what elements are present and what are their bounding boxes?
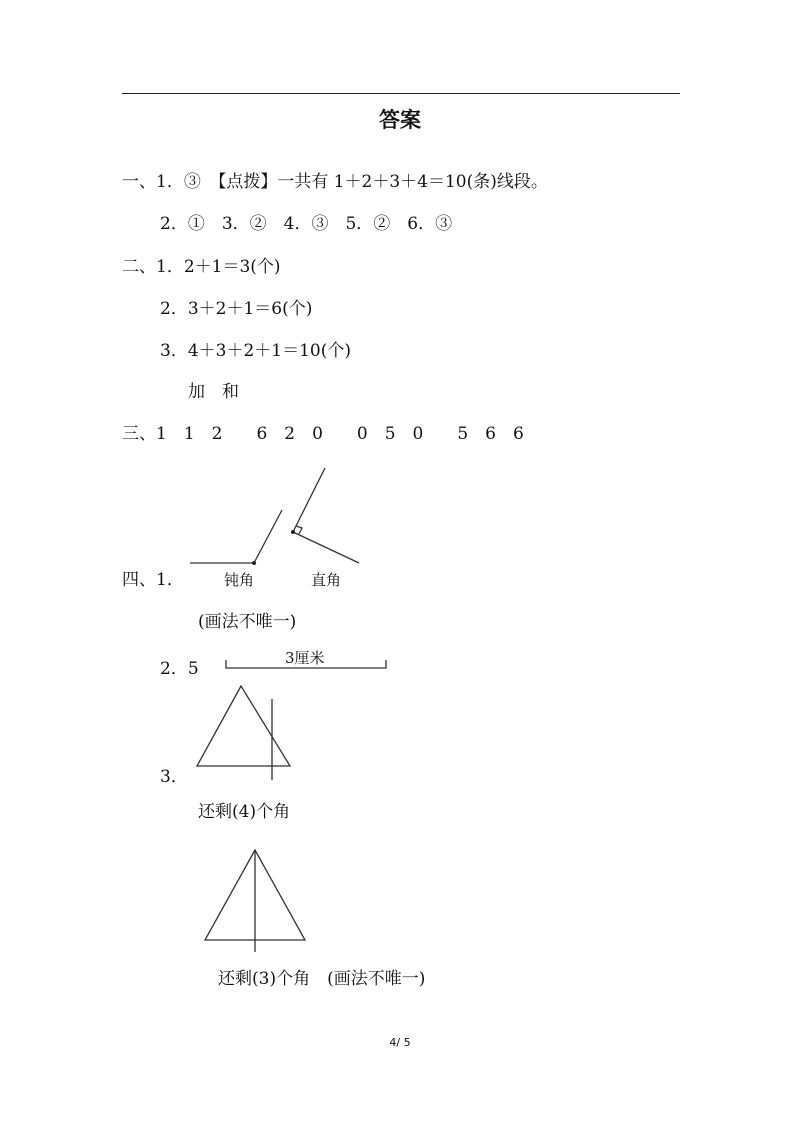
- section2-q3: 3．4＋3＋2＋1＝10(个): [160, 341, 351, 361]
- section4-q3-caption1: 还剩(4)个角: [198, 802, 291, 822]
- ruler-label: 3厘米: [285, 649, 325, 667]
- section1-q2-6: 2．① 3．② 4．③ 5．② 6．③: [160, 214, 453, 234]
- section3-line: 三、1 1 2 6 2 0 0 5 0 5 6 6: [122, 424, 524, 444]
- section2-note: 加 和: [188, 382, 239, 402]
- section4-q1-note: (画法不唯一): [198, 612, 297, 632]
- obtuse-angle-label: 钝角: [224, 571, 255, 589]
- section4-q2-label: 2．5: [160, 659, 199, 679]
- section4-q3-label: 3．: [160, 767, 188, 787]
- triangle-1: [197, 686, 290, 766]
- section2-q2: 2．3＋2＋1＝6(个): [160, 299, 313, 319]
- section1-q1: 一、1．③ 【点拨】一共有 1＋2＋3＋4＝10(条)线段。: [122, 172, 548, 192]
- page-title: 答案: [379, 108, 421, 132]
- section4-q1-label: 四、1．: [122, 570, 184, 590]
- page-number: 4/ 5: [389, 1036, 411, 1049]
- section2-q1: 二、1．2＋1＝3(个): [122, 257, 281, 277]
- section4-q3-caption2: 还剩(3)个角 (画法不唯一): [218, 969, 426, 989]
- right-angle-label: 直角: [311, 571, 342, 589]
